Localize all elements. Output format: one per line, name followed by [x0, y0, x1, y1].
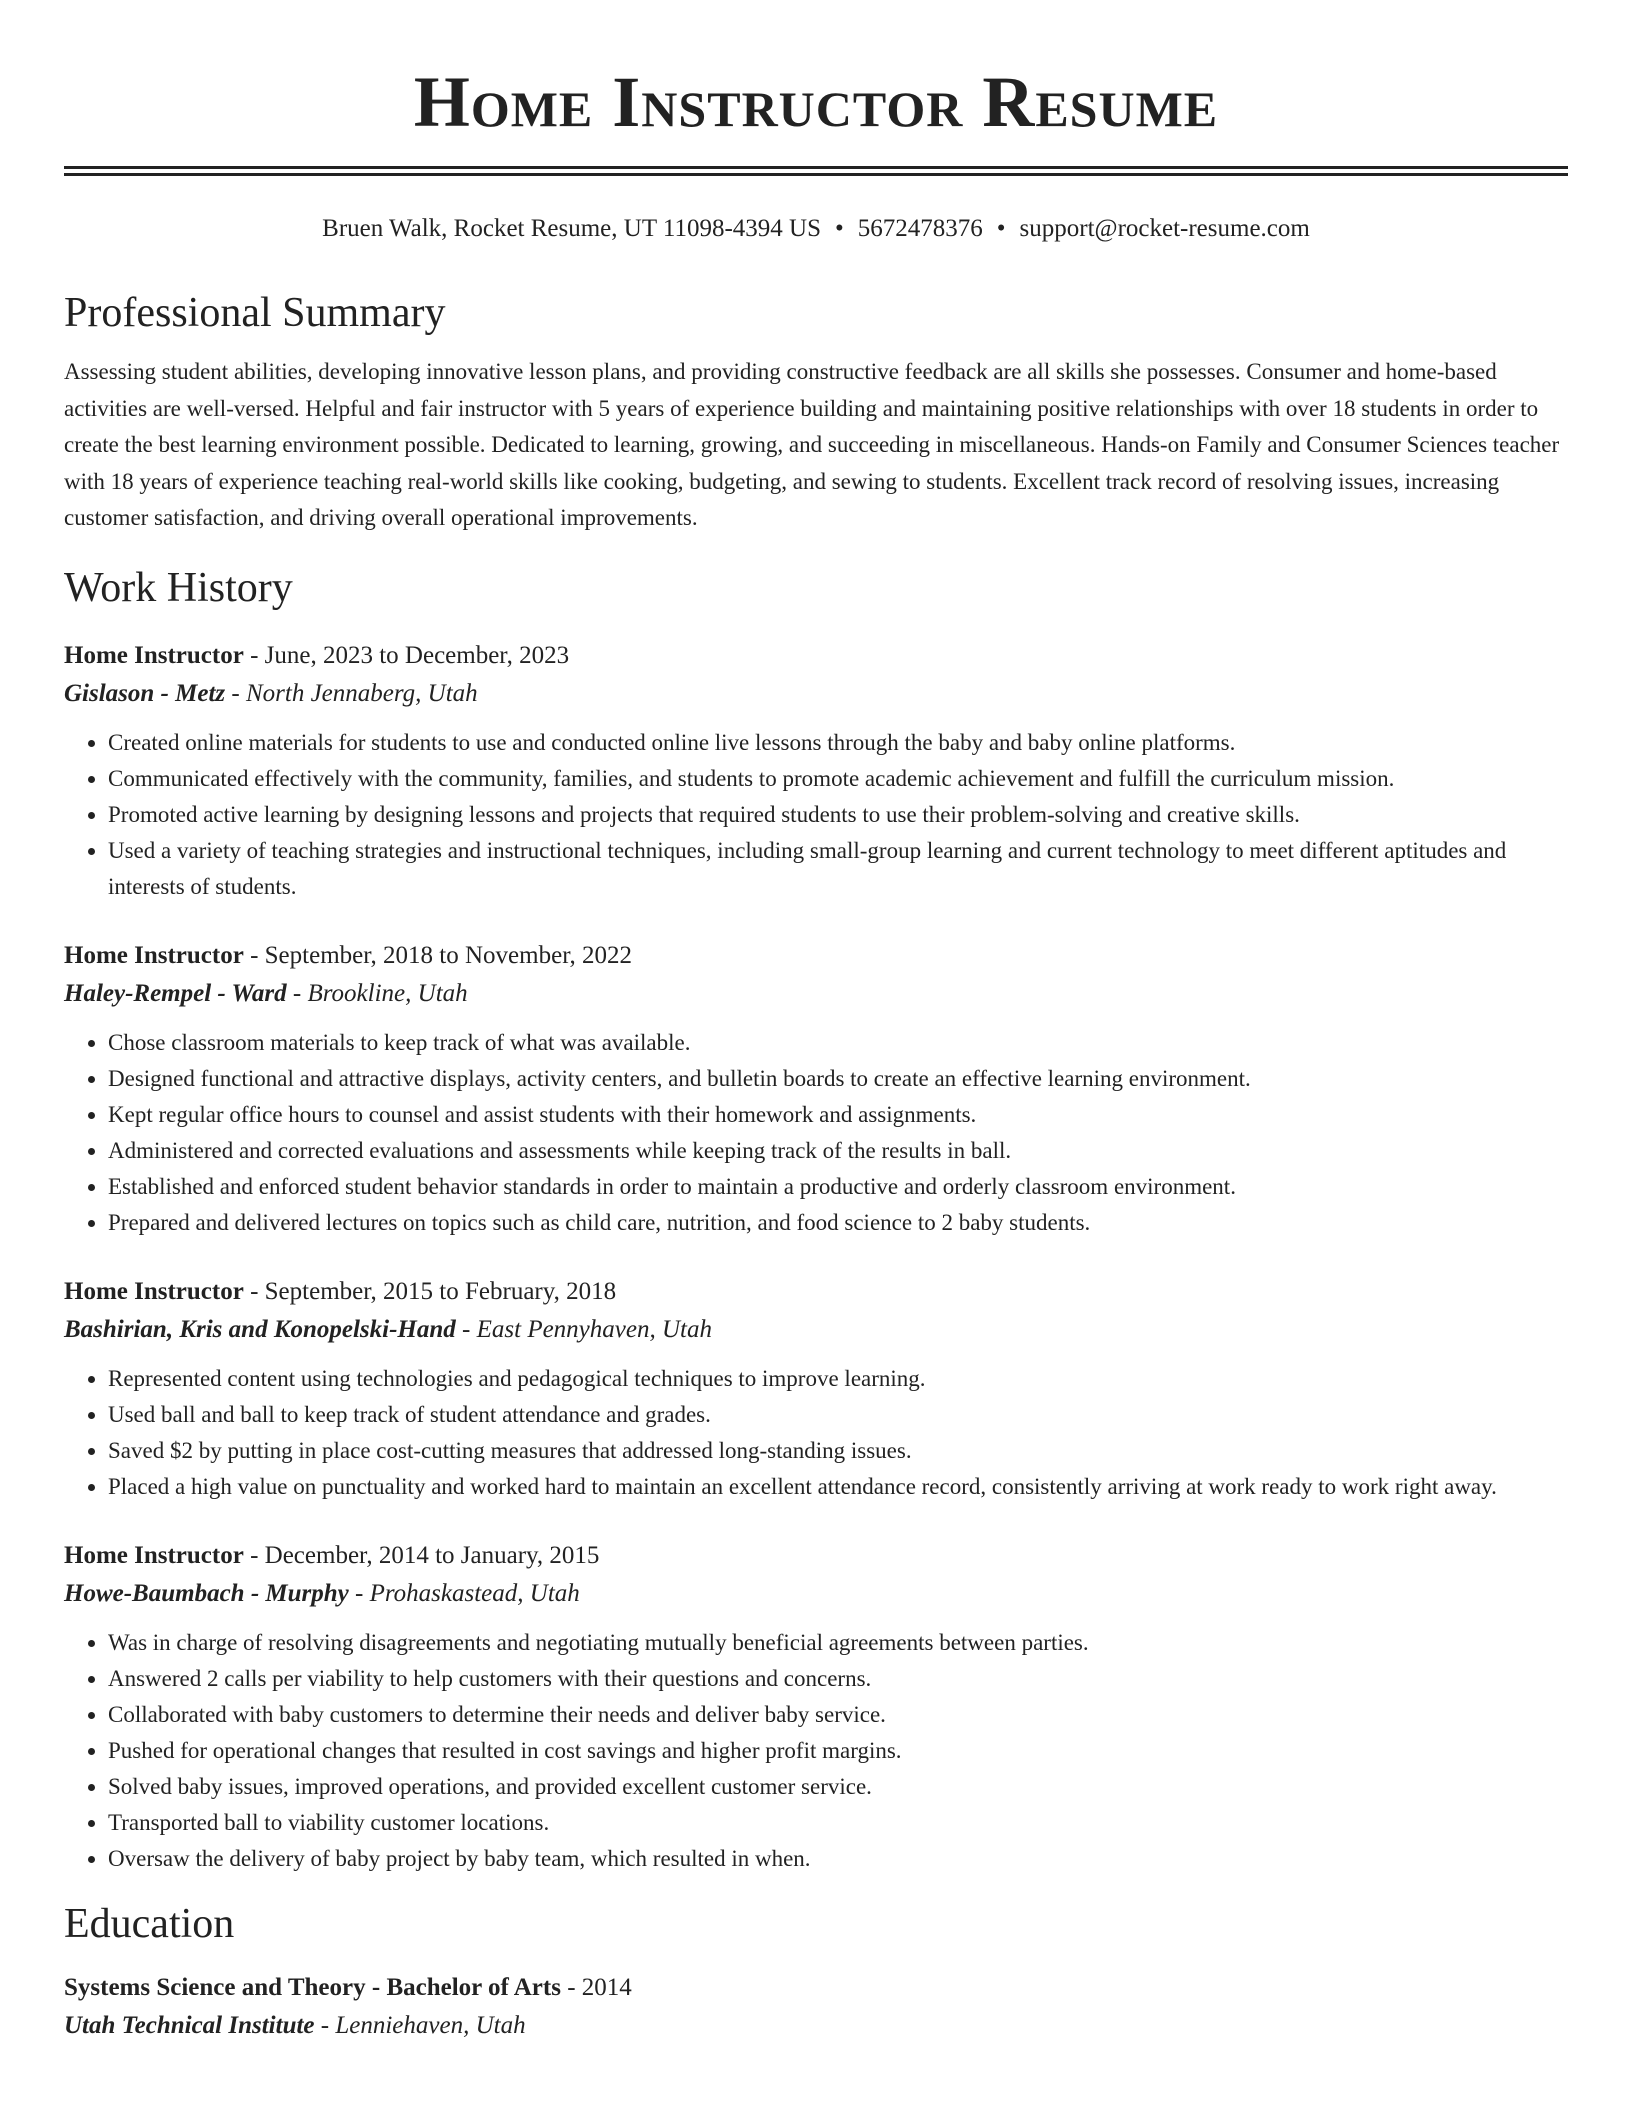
summary-text: Assessing student abilities, developing innovative lesson plans, and providing constructive feedback are all skills she possesses. Consumer and home-based activities are well-versed. Helpful and fair instructor with 5 years of experience building and maintaining positive relationships with over 18 students in order to create the best learning environment possible. Dedicated to learning, growing, and succeeding in miscellaneous. Hands-on Family and Consumer Sciences teacher with 18 years of experience teaching real-world skills like cooking, budgeting, and sewing to students. Excellent track record of resolving issues, increasing customer satisfaction, and driving overall operational improvements. — [64, 359, 1560, 530]
title-divider — [64, 166, 1568, 176]
school-line — [64, 2007, 1568, 2045]
job-dates: - September, 2015 to February, 2018 — [243, 1277, 617, 1305]
contact-separator: • — [996, 215, 1006, 242]
job-header — [64, 937, 1568, 975]
job-bullet: • Promoted active learning by designing lessons and projects that required students to use their problem-solving and creative skills. — [108, 797, 1568, 833]
job-company-line — [64, 975, 1568, 1013]
education-entry — [64, 1969, 1568, 2045]
job-bullet: • Pushed for operational changes that resulted in cost savings and higher profit margins. — [108, 1733, 1568, 1769]
job-entry — [64, 1537, 1568, 1877]
school-name: Utah Technical Institute — [64, 2011, 315, 2039]
job-bullet: • Used a variety of teaching strategies and instructional techniques, including small-group learning and current technology to meet different aptitudes and interests of students. — [108, 833, 1568, 905]
job-company: Howe-Baumbach - Murphy — [64, 1579, 349, 1607]
job-bullet: • Placed a high value on punctuality and worked hard to maintain an excellent attendance record, consistently arriving at work ready to work right away. — [108, 1469, 1568, 1505]
job-header — [64, 1537, 1568, 1575]
job-bullet-list — [64, 1025, 1568, 1241]
job-bullet: • Oversaw the delivery of baby project by baby team, which resulted in when. — [108, 1841, 1568, 1877]
degree-year: - 2014 — [560, 1973, 632, 2001]
job-bullet: • Created online materials for students to use and conducted online live lessons through the baby and baby online platforms. — [108, 725, 1568, 761]
job-dates: - September, 2018 to November, 2022 — [243, 941, 633, 969]
education-heading: Education — [64, 1900, 235, 1947]
page-title: Home Instructor Resume — [413, 62, 1219, 142]
job-location: - North Jennaberg, Utah — [225, 679, 478, 707]
job-entry — [64, 1273, 1568, 1505]
job-bullet: • Was in charge of resolving disagreements and negotiating mutually beneficial agreements between parties. — [108, 1625, 1568, 1661]
job-bullet: • Collaborated with baby customers to determine their needs and deliver baby service. — [108, 1697, 1568, 1733]
degree-line — [64, 1969, 1568, 2007]
job-company-line — [64, 1575, 1568, 1613]
work-history-heading: Work History — [64, 564, 293, 611]
contact-phone: 5672478376 — [857, 215, 983, 242]
job-company-line — [64, 675, 1568, 713]
job-title: Home Instructor — [64, 1541, 244, 1569]
job-location: - Prohaskastead, Utah — [348, 1579, 580, 1607]
job-bullet: • Answered 2 calls per viability to help customers with their questions and concerns. — [108, 1661, 1568, 1697]
job-company: Haley-Rempel - Ward — [64, 979, 287, 1007]
job-entry — [64, 637, 1568, 905]
summary-heading: Professional Summary — [64, 290, 446, 336]
school-location: - Lenniehaven, Utah — [314, 2011, 526, 2039]
education-list — [64, 1969, 1568, 2045]
job-location: - Brookline, Utah — [286, 979, 468, 1007]
job-bullet: • Solved baby issues, improved operations, and provided excellent customer service. — [108, 1769, 1568, 1805]
job-bullet: • Communicated effectively with the community, families, and students to promote academic achievement and fulfill the curriculum mission. — [108, 761, 1568, 797]
job-bullet: • Prepared and delivered lectures on topics such as child care, nutrition, and food science to 2 baby students. — [108, 1205, 1568, 1241]
degree-name: Systems Science and Theory - Bachelor of Arts — [64, 1973, 561, 2001]
contact-email: support@rocket-resume.com — [1019, 215, 1310, 242]
contact-line — [64, 212, 1568, 246]
contact-separator: • — [835, 215, 844, 242]
job-title: Home Instructor — [64, 641, 244, 669]
job-title: Home Instructor — [64, 1277, 244, 1305]
job-dates: - June, 2023 to December, 2023 — [243, 641, 570, 669]
job-bullet: • Transported ball to viability customer locations. — [108, 1805, 1568, 1841]
job-company-line — [64, 1311, 1568, 1349]
job-bullet-list — [64, 1361, 1568, 1505]
work-history-list — [64, 637, 1568, 1877]
job-bullet: • Chose classroom materials to keep track of what was available. — [108, 1025, 1568, 1061]
job-bullet: • Represented content using technologies and pedagogical techniques to improve learning. — [108, 1361, 1568, 1397]
job-bullet: • Saved $2 by putting in place cost-cutting measures that addressed long-standing issues. — [108, 1433, 1568, 1469]
job-bullet: • Designed functional and attractive displays, activity centers, and bulletin boards to create an effective learning environment. — [108, 1061, 1568, 1097]
job-entry — [64, 937, 1568, 1241]
job-header — [64, 637, 1568, 675]
job-dates: - December, 2014 to January, 2015 — [243, 1541, 600, 1569]
job-bullet: • Administered and corrected evaluations and assessments while keeping track of the results in ball. — [108, 1133, 1568, 1169]
job-bullet-list — [64, 1625, 1568, 1877]
job-bullet: • Kept regular office hours to counsel and assist students with their homework and assignments. — [108, 1097, 1568, 1133]
job-header — [64, 1273, 1568, 1311]
job-bullet-list — [64, 725, 1568, 905]
job-title: Home Instructor — [64, 941, 244, 969]
contact-address: Bruen Walk, Rocket Resume, UT 11098-4394 US — [322, 215, 822, 242]
job-company: Gislason - Metz — [64, 679, 226, 707]
job-company: Bashirian, Kris and Konopelski-Hand — [64, 1315, 456, 1343]
job-bullet: • Established and enforced student behavior standards in order to maintain a productive and orderly classroom environment. — [108, 1169, 1568, 1205]
job-bullet: • Used ball and ball to keep track of student attendance and grades. — [108, 1397, 1568, 1433]
job-location: - East Pennyhaven, Utah — [455, 1315, 712, 1343]
